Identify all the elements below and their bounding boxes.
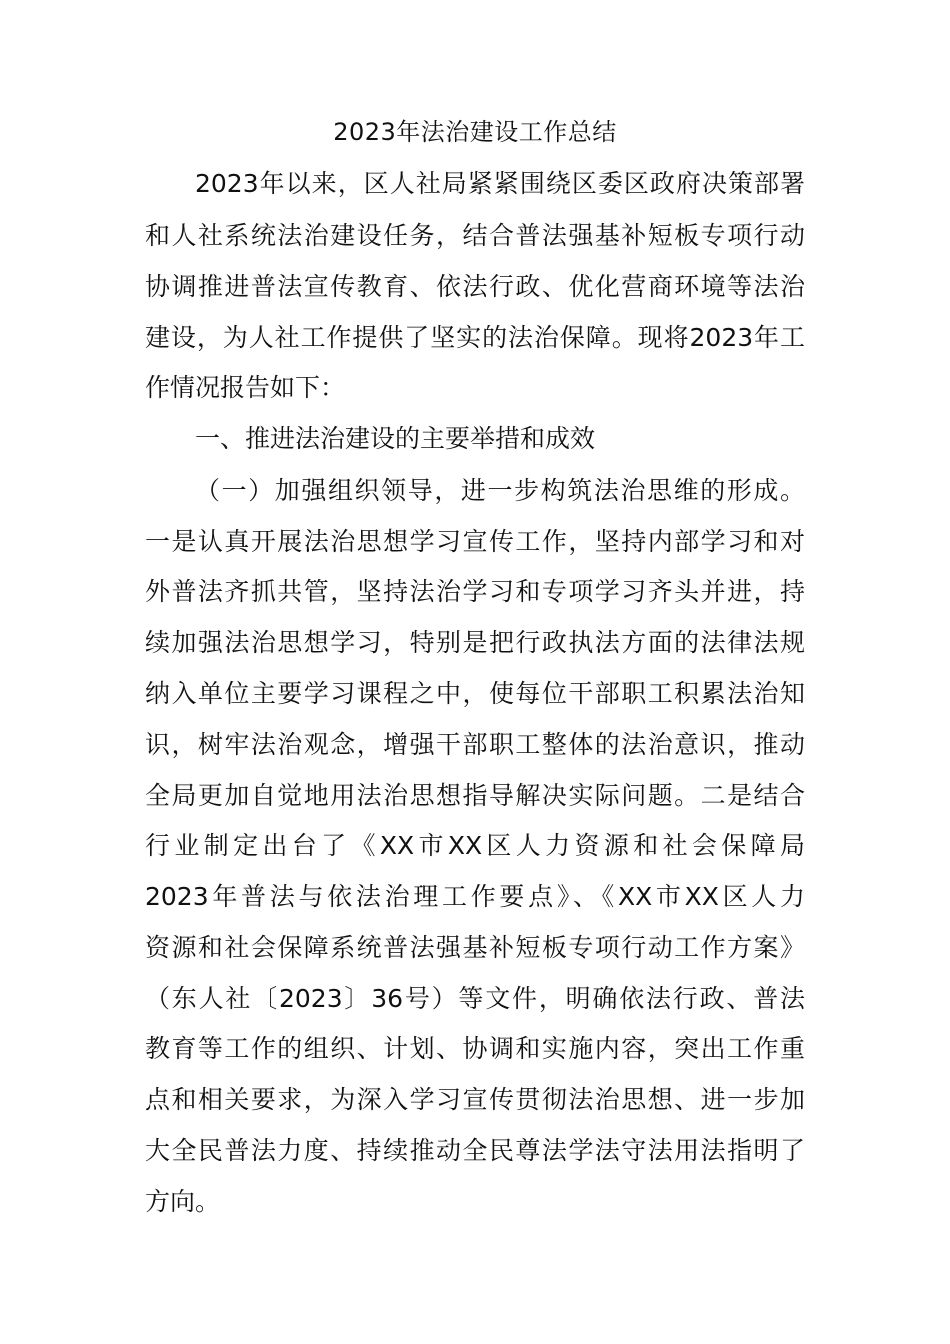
paragraph-line: 行业制定出台了《XX市XX区人力资源和社会保障局 <box>145 831 805 860</box>
subsection-heading: （一）加强组织领导，进一步构筑法治思维的形成。 <box>195 476 805 505</box>
paragraph-line: 作情况报告如下： <box>145 373 346 402</box>
paragraph-line: 和人社系统法治建设任务，结合普法强基补短板专项行动 <box>145 221 805 250</box>
paragraph-line: 识，树牢法治观念，增强干部职工整体的法治意识，推动 <box>145 730 805 759</box>
paragraph-line: 2023年普法与依法治理工作要点》、《XX市XX区人力 <box>145 882 805 911</box>
paragraph-line: 点和相关要求，为深入学习宣传贯彻法治思想、进一步加 <box>145 1085 805 1114</box>
paragraph-line: 续加强法治思想学习，特别是把行政执法方面的法律法规 <box>145 628 805 657</box>
paragraph-line: 全局更加自觉地用法治思想指导解决实际问题。二是结合 <box>145 781 805 810</box>
section-heading: 一、推进法治建设的主要举措和成效 <box>195 424 596 453</box>
paragraph-line: 大全民普法力度、持续推动全民尊法学法守法用法指明了 <box>145 1136 805 1165</box>
paragraph-line: 一是认真开展法治思想学习宣传工作，坚持内部学习和对 <box>145 527 805 556</box>
paragraph-line: 2023年以来，区人社局紧紧围绕区委区政府决策部署 <box>195 169 805 198</box>
paragraph-line: 外普法齐抓共管，坚持法治学习和专项学习齐头并进，持 <box>145 577 805 606</box>
paragraph-line: 资源和社会保障系统普法强基补短板专项行动工作方案》 <box>145 933 805 962</box>
paragraph-line: 教育等工作的组织、计划、协调和实施内容，突出工作重 <box>145 1034 805 1063</box>
document-title: 2023年法治建设工作总结 <box>333 118 617 146</box>
paragraph-line: 建设，为人社工作提供了坚实的法治保障。现将2023年工 <box>145 323 805 352</box>
paragraph-line: （东人社〔2023〕36号）等文件，明确依法行政、普法 <box>145 984 805 1013</box>
paragraph-line: 协调推进普法宣传教育、依法行政、优化营商环境等法治 <box>145 272 805 301</box>
paragraph-line: 纳入单位主要学习课程之中，使每位干部职工积累法治知 <box>145 679 805 708</box>
paragraph-line: 方向。 <box>145 1187 221 1216</box>
